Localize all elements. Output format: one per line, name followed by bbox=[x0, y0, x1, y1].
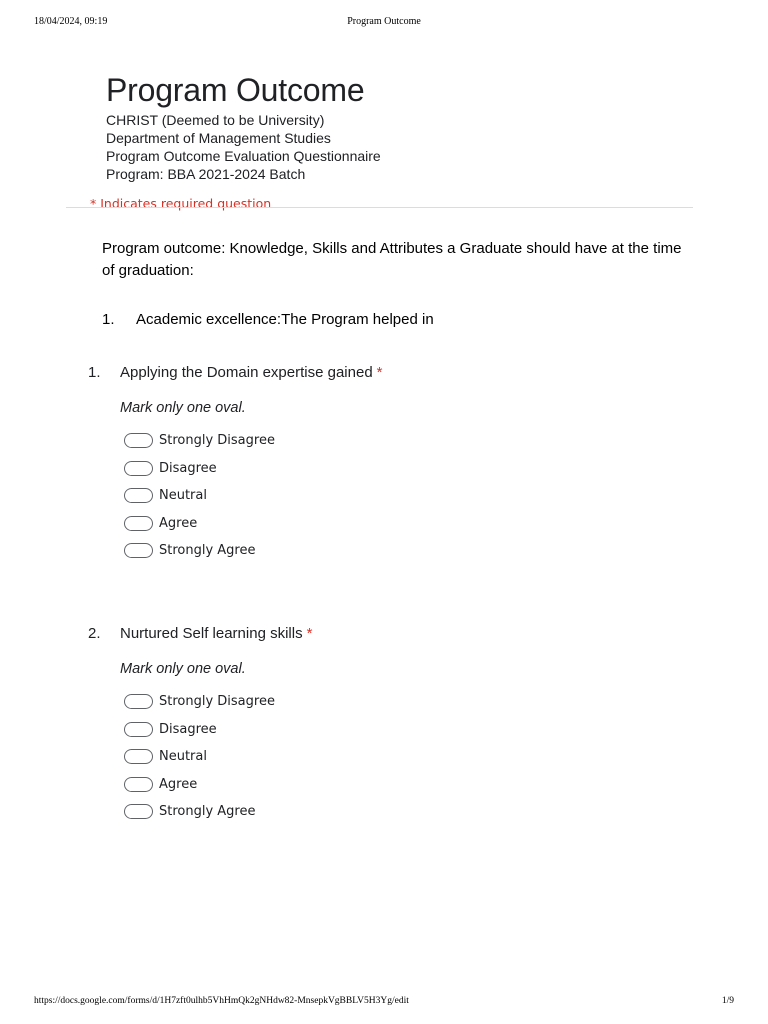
question-hint: Mark only one oval. bbox=[120, 661, 246, 677]
option-label: Disagree bbox=[159, 460, 217, 476]
option-strongly-agree[interactable] bbox=[124, 537, 688, 565]
page-number: 1/9 bbox=[721, 996, 734, 1006]
print-date: 18/04/2024, 09:19 bbox=[34, 16, 108, 27]
radio-oval[interactable] bbox=[124, 777, 153, 792]
option-strongly-disagree[interactable] bbox=[124, 688, 688, 716]
radio-oval[interactable] bbox=[124, 433, 153, 448]
option-list bbox=[124, 427, 688, 565]
required-asterisk: * bbox=[306, 625, 313, 642]
option-disagree[interactable] bbox=[124, 716, 688, 744]
print-doc-title: Program Outcome bbox=[347, 16, 421, 27]
header-divider bbox=[66, 207, 693, 208]
description-line-questionnaire: Program Outcome Evaluation Questionnaire bbox=[106, 148, 381, 164]
option-agree[interactable] bbox=[124, 510, 688, 538]
radio-oval[interactable] bbox=[124, 722, 153, 737]
question-1 bbox=[88, 363, 688, 565]
section-description: Program outcome: Knowledge, Skills and Attributes a Graduate should have at the time of graduation: bbox=[102, 240, 682, 279]
form-description bbox=[106, 111, 381, 183]
radio-oval[interactable] bbox=[124, 694, 153, 709]
question-text: Nurtured Self learning skills bbox=[120, 625, 303, 642]
question-text: Applying the Domain expertise gained bbox=[120, 364, 373, 381]
option-label: Strongly Agree bbox=[159, 543, 256, 559]
form-title: Program Outcome bbox=[106, 72, 365, 108]
option-list bbox=[124, 688, 688, 826]
description-line-university: CHRIST (Deemed to be University) bbox=[106, 112, 325, 128]
option-label: Strongly Disagree bbox=[159, 694, 275, 710]
section-item-number: 1. bbox=[102, 311, 115, 328]
radio-oval[interactable] bbox=[124, 749, 153, 764]
question-2 bbox=[88, 624, 688, 826]
description-line-department: Department of Management Studies bbox=[106, 130, 331, 146]
option-neutral[interactable] bbox=[124, 482, 688, 510]
option-label: Strongly Disagree bbox=[159, 433, 275, 449]
option-label: Agree bbox=[159, 515, 198, 531]
option-neutral[interactable] bbox=[124, 743, 688, 771]
question-title bbox=[88, 363, 688, 383]
option-label: Neutral bbox=[159, 749, 207, 765]
radio-oval[interactable] bbox=[124, 516, 153, 531]
question-hint: Mark only one oval. bbox=[120, 400, 246, 416]
option-strongly-agree[interactable] bbox=[124, 798, 688, 826]
option-disagree[interactable] bbox=[124, 455, 688, 483]
print-header bbox=[34, 16, 734, 30]
section-item-text: Academic excellence:The Program helped in bbox=[136, 311, 434, 328]
print-url: https://docs.google.com/forms/d/1H7zft0ulhb5VhHmQk2gNHdw82-MnsepkVgBBLV5H3Yg/edit bbox=[34, 996, 409, 1006]
option-agree[interactable] bbox=[124, 771, 688, 799]
description-line-program: Program: BBA 2021-2024 Batch bbox=[106, 166, 306, 182]
radio-oval[interactable] bbox=[124, 488, 153, 503]
question-number: 2. bbox=[88, 625, 101, 642]
option-label: Disagree bbox=[159, 721, 217, 737]
radio-oval[interactable] bbox=[124, 543, 153, 558]
option-label: Strongly Agree bbox=[159, 804, 256, 820]
required-note: * Indicates required question bbox=[90, 196, 272, 211]
option-label: Agree bbox=[159, 776, 198, 792]
question-title bbox=[88, 624, 688, 644]
required-asterisk: * bbox=[376, 364, 383, 381]
question-number: 1. bbox=[88, 364, 101, 381]
option-strongly-disagree[interactable] bbox=[124, 427, 688, 455]
section-item bbox=[102, 310, 434, 330]
print-footer bbox=[34, 996, 734, 1010]
radio-oval[interactable] bbox=[124, 804, 153, 819]
option-label: Neutral bbox=[159, 488, 207, 504]
radio-oval[interactable] bbox=[124, 461, 153, 476]
